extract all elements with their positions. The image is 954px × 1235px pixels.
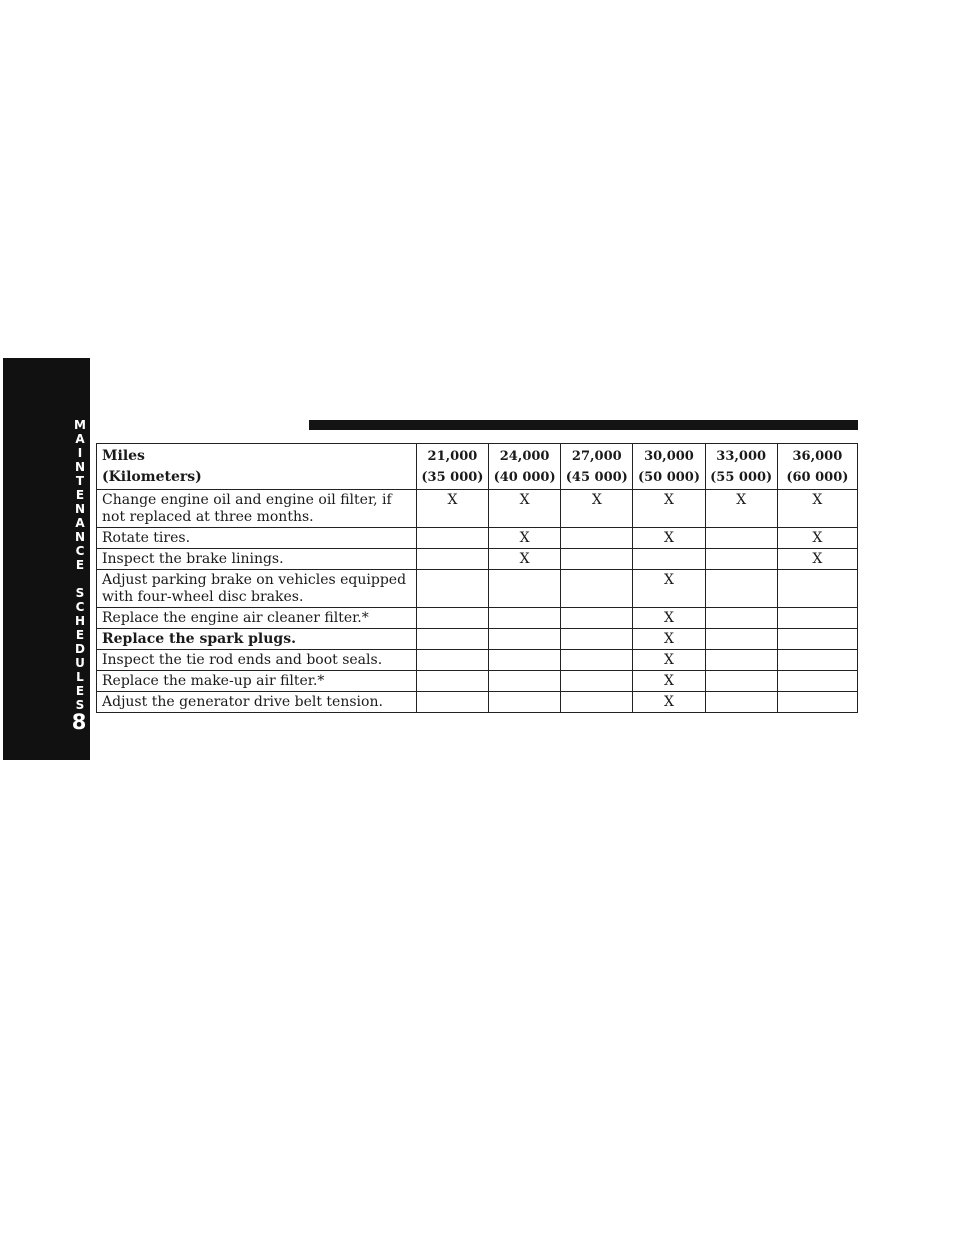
side-tab-letter: S: [75, 698, 85, 712]
service-mark-cell: X: [633, 671, 705, 692]
service-mark-cell: [416, 629, 488, 650]
service-mark-cell: [416, 549, 488, 570]
service-mark-cell: X: [777, 490, 857, 528]
table-row: [97, 570, 858, 608]
service-mark-cell: [705, 608, 777, 629]
service-mark-cell: [705, 650, 777, 671]
service-mark-cell: [561, 692, 633, 713]
side-tab-letter: [72, 572, 88, 586]
service-mark-cell: [561, 570, 633, 608]
side-tab-letter: S: [75, 586, 85, 600]
service-mark-cell: X: [633, 570, 705, 608]
service-mark-cell: [705, 692, 777, 713]
side-tab-letter: C: [75, 600, 85, 614]
side-tab-letter: M: [74, 418, 86, 432]
interval-km: (35 000): [421, 470, 484, 485]
maintenance-schedule-table: [96, 443, 858, 713]
task-cell: Change engine oil and engine oil filter, if not replaced at three months.: [97, 490, 417, 528]
service-mark-cell: X: [489, 528, 561, 549]
interval-miles: 33,000: [716, 449, 767, 464]
service-mark-cell: [489, 629, 561, 650]
task-cell: Replace the engine air cleaner filter.*: [97, 608, 417, 629]
service-mark-cell: [633, 549, 705, 570]
side-tab-label: [72, 418, 88, 712]
service-mark-cell: [705, 528, 777, 549]
interval-header: [416, 444, 488, 490]
service-mark-cell: [416, 692, 488, 713]
service-mark-cell: [489, 570, 561, 608]
miles-label: Miles: [102, 448, 145, 464]
table-row: [97, 692, 858, 713]
task-cell: Inspect the brake linings.: [97, 549, 417, 570]
service-mark-cell: X: [777, 549, 857, 570]
side-tab-letter: C: [75, 544, 85, 558]
table-row: [97, 608, 858, 629]
service-mark-cell: [777, 570, 857, 608]
service-mark-cell: X: [561, 490, 633, 528]
service-mark-cell: [777, 608, 857, 629]
service-mark-cell: [561, 629, 633, 650]
service-mark-cell: [561, 608, 633, 629]
service-mark-cell: [489, 650, 561, 671]
interval-header: [705, 444, 777, 490]
side-tab-letter: T: [75, 474, 85, 488]
side-tab-letter: I: [77, 446, 83, 460]
service-mark-cell: X: [705, 490, 777, 528]
service-mark-cell: X: [633, 528, 705, 549]
interval-header: [489, 444, 561, 490]
service-mark-cell: [416, 570, 488, 608]
service-mark-cell: [416, 671, 488, 692]
table-row: [97, 528, 858, 549]
service-mark-cell: X: [416, 490, 488, 528]
task-cell: Replace the spark plugs.: [97, 629, 417, 650]
interval-miles: 30,000: [644, 449, 694, 464]
service-mark-cell: [489, 608, 561, 629]
interval-km: (55 000): [710, 470, 773, 485]
table-header-row: [97, 444, 858, 490]
task-cell: Rotate tires.: [97, 528, 417, 549]
service-mark-cell: [777, 629, 857, 650]
kilometers-label: (Kilometers): [102, 469, 202, 485]
interval-header: [561, 444, 633, 490]
interval-miles: 27,000: [571, 449, 622, 464]
service-mark-cell: [561, 549, 633, 570]
service-mark-cell: [705, 671, 777, 692]
service-mark-cell: [416, 650, 488, 671]
service-mark-cell: X: [777, 528, 857, 549]
task-cell: Adjust the generator drive belt tension.: [97, 692, 417, 713]
task-cell: Inspect the tie rod ends and boot seals.: [97, 650, 417, 671]
service-mark-cell: [416, 608, 488, 629]
service-mark-cell: X: [633, 490, 705, 528]
table-row: [97, 671, 858, 692]
task-cell: Adjust parking brake on vehicles equipped with four-wheel disc brakes.: [97, 570, 417, 608]
side-tab-letter: H: [74, 614, 86, 628]
interval-km: (40 000): [493, 470, 556, 485]
side-tab-letter: L: [76, 670, 84, 684]
table-row: [97, 549, 858, 570]
service-mark-cell: [561, 528, 633, 549]
side-tab-letter: D: [75, 642, 85, 656]
table-row: [97, 650, 858, 671]
side-tab-letter: E: [75, 488, 85, 502]
interval-header: [633, 444, 705, 490]
interval-km: (60 000): [786, 470, 849, 485]
side-tab-letter: U: [75, 656, 85, 670]
side-tab-letter: N: [74, 460, 86, 474]
service-mark-cell: [561, 671, 633, 692]
service-mark-cell: [705, 629, 777, 650]
side-tab-letter: N: [74, 530, 86, 544]
service-mark-cell: [489, 671, 561, 692]
side-tab-letter: N: [74, 502, 86, 516]
service-mark-cell: [705, 570, 777, 608]
service-mark-cell: [416, 528, 488, 549]
service-mark-cell: X: [633, 692, 705, 713]
header-rule: [309, 420, 858, 430]
service-mark-cell: X: [633, 608, 705, 629]
service-mark-cell: X: [633, 629, 705, 650]
side-tab-letter: A: [75, 432, 85, 446]
interval-miles: 24,000: [499, 449, 550, 464]
table-row: [97, 629, 858, 650]
service-mark-cell: [777, 692, 857, 713]
side-tab-letter: A: [75, 516, 85, 530]
service-mark-cell: X: [489, 490, 561, 528]
task-cell: Replace the make-up air filter.*: [97, 671, 417, 692]
service-mark-cell: [777, 671, 857, 692]
table-row: [97, 490, 858, 528]
side-tab-letter: E: [75, 628, 85, 642]
interval-km: (45 000): [565, 470, 628, 485]
service-mark-cell: [561, 650, 633, 671]
interval-header: [777, 444, 857, 490]
interval-miles: 21,000: [427, 449, 478, 464]
service-mark-cell: [489, 692, 561, 713]
side-tab-letter: E: [75, 684, 85, 698]
chapter-number: 8: [71, 710, 87, 734]
service-mark-cell: [705, 549, 777, 570]
interval-km: (50 000): [637, 470, 701, 485]
service-mark-cell: [777, 650, 857, 671]
side-tab-letter: E: [75, 558, 85, 572]
interval-miles: 36,000: [792, 449, 843, 464]
service-mark-cell: X: [489, 549, 561, 570]
service-mark-cell: X: [633, 650, 705, 671]
distance-header: [97, 444, 417, 490]
